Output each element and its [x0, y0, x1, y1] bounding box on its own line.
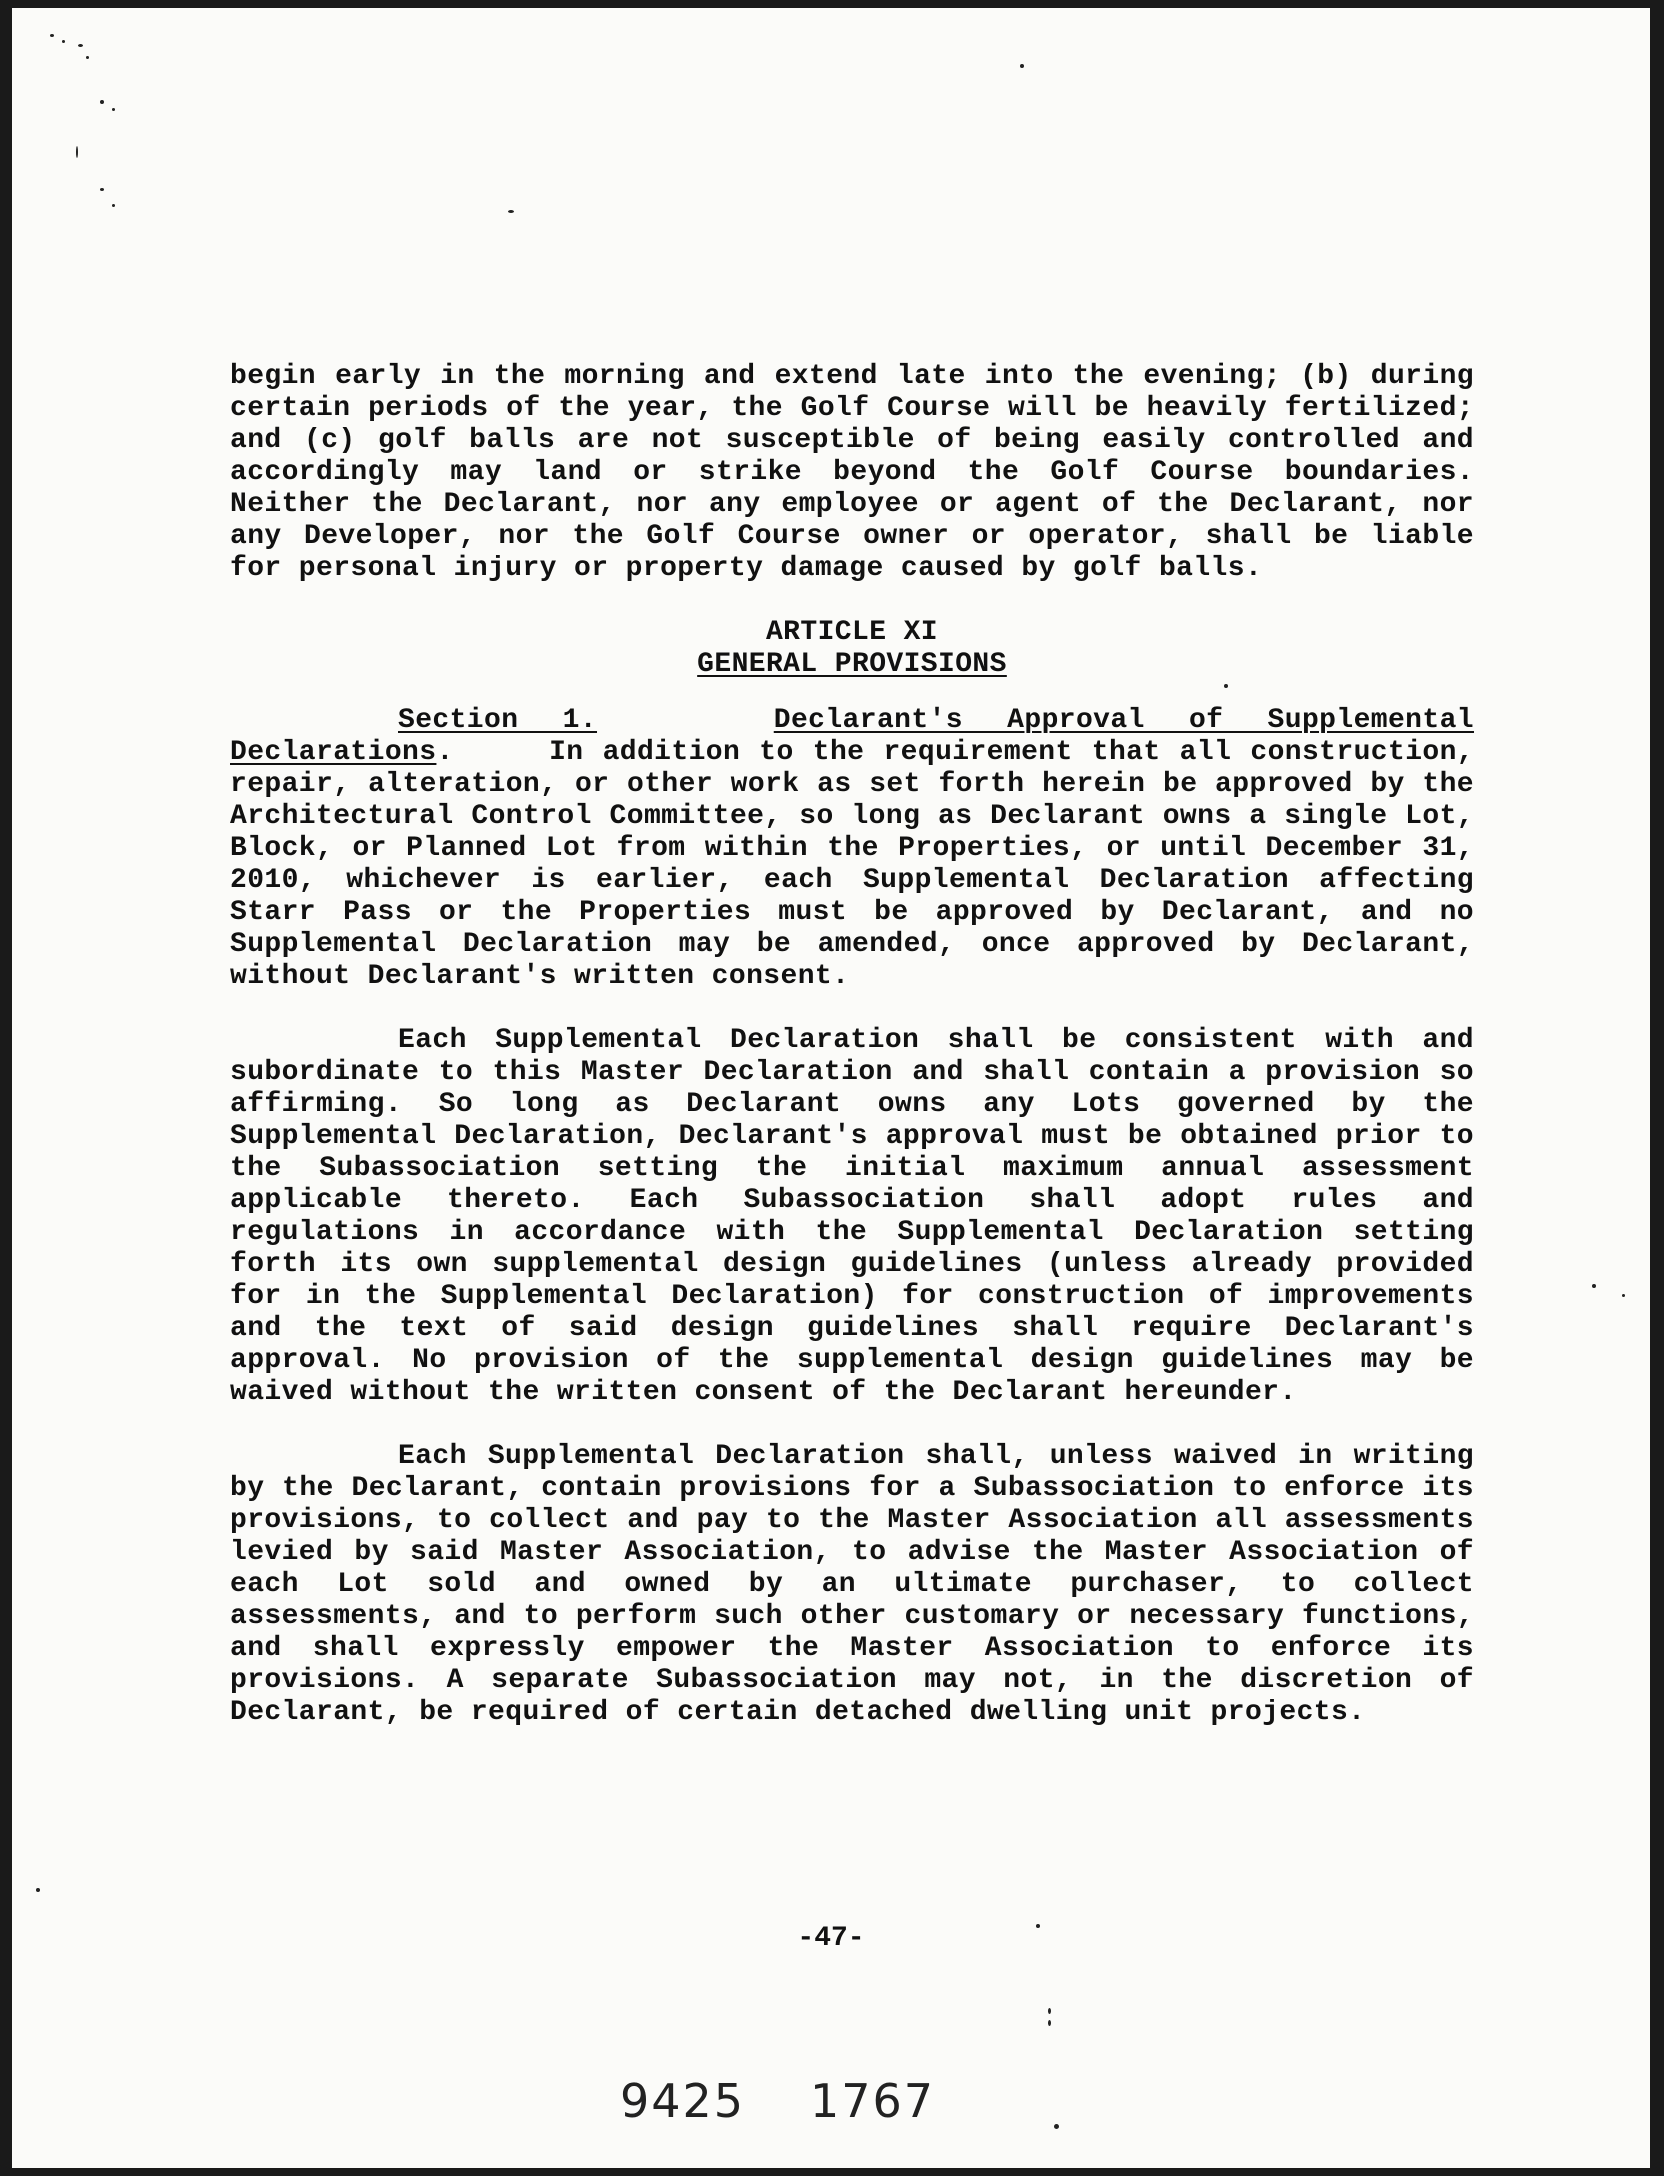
- stamp-number-right: 1767: [810, 2074, 936, 2128]
- scan-speck: [100, 188, 104, 191]
- scan-speck: [76, 146, 78, 158]
- scan-speck: [1622, 1294, 1625, 1297]
- scan-speck: [62, 40, 65, 43]
- scan-speck: [1592, 1284, 1596, 1288]
- stamp-number-left: 9425: [620, 2074, 746, 2128]
- scan-speck: [1020, 64, 1024, 68]
- section-text: In addition to the requirement that all construction, repair, alteration, or other work as set forth herein be approved by the Architectural Control Committee, so long as Declarant owns a single Lot, Block, or Planned Lot from within the Properties, or until December 31, 2010, whichever is earlier, each Supplemental Declaration affecting Starr Pass or the Properties must be approved by Declarant, and no Supplemental Declaration may be amended, once approved by Declarant, without Declarant's written consent.: [230, 737, 1475, 992]
- article-heading: [230, 617, 1474, 681]
- scan-speck: [36, 1888, 40, 1892]
- scan-speck: [1048, 2020, 1051, 2026]
- scan-speck: [78, 44, 83, 47]
- scan-speck: [86, 56, 89, 59]
- scan-speck: [100, 100, 104, 104]
- scan-speck: [112, 204, 115, 207]
- document-page: [12, 8, 1650, 2168]
- section-1-paragraph: Section 1. Declarant's Approval of Supplemental Declarations. In addition to the requirement that all construction, repair, alteration, or other work as set forth herein be approved by the Architectural Control Committee, so long as Declarant owns a single Lot, Block, or Planned Lot from within the Properties, or until December 31, 2010, whichever is earlier, each Supplemental Declaration affecting Starr Pass or the Properties must be approved by Declarant, and no Supplemental Declaration may be amended, once approved by Declarant, without Declarant's written consent.: [230, 705, 1475, 992]
- intro-paragraph: begin early in the morning and extend late into the evening; (b) during certain periods of the year, the Golf Course will be heavily fertilized; and (c) golf balls are not susceptible of being easily controlled and accordingly may land or strike beyond the Golf Course boundaries. Neither the Declarant, nor any employee or agent of the Declarant, nor any Developer, nor the Golf Course owner or operator, shall be liable for personal injury or property damage caused by golf balls.: [230, 361, 1474, 584]
- document-body: [230, 361, 1474, 1729]
- scan-speck: [50, 34, 54, 37]
- page-number: -47-: [797, 1923, 865, 1954]
- scan-speck: [1054, 2124, 1059, 2129]
- section-label: Section 1.: [398, 705, 598, 736]
- scan-speck: [1048, 2008, 1051, 2014]
- section-heading: Declarant's Approval of Supplemental Declarations: [230, 705, 1474, 768]
- paragraph-2: Each Supplemental Declaration shall be consistent with and subordinate to this Master Declaration and shall contain a provision so affirming. So long as Declarant owns any Lots governed by the Supplemental Declaration, Declarant's approval must be obtained prior to the Subassociation setting the initial maximum annual assessment applicable thereto. Each Subassociation shall adopt rules and regulations in accordance with the Supplemental Declaration setting forth its own supplemental design guidelines (unless already provided for in the Supplemental Declaration) for construction of improvements and the text of said design guidelines shall require Declarant's approval. No provision of the supplemental design guidelines may be waived without the written consent of the Declarant hereunder.: [230, 1025, 1474, 1408]
- paragraph-3: Each Supplemental Declaration shall, unless waived in writing by the Declarant, contain provisions for a Subassociation to enforce its provisions, to collect and pay to the Master Association all assessments levied by said Master Association, to advise the Master Association of each Lot sold and owned by an ultimate purchaser, to collect assessments, and to perform such other customary or necessary functions, and shall expressly empower the Master Association to enforce its provisions. A separate Subassociation may not, in the discretion of Declarant, be required of certain detached dwelling unit projects.: [230, 1441, 1474, 1728]
- article-title: ARTICLE XI: [765, 617, 939, 648]
- article-subtitle: GENERAL PROVISIONS: [697, 649, 1007, 680]
- scan-speck: [508, 210, 514, 213]
- scan-speck: [112, 108, 115, 111]
